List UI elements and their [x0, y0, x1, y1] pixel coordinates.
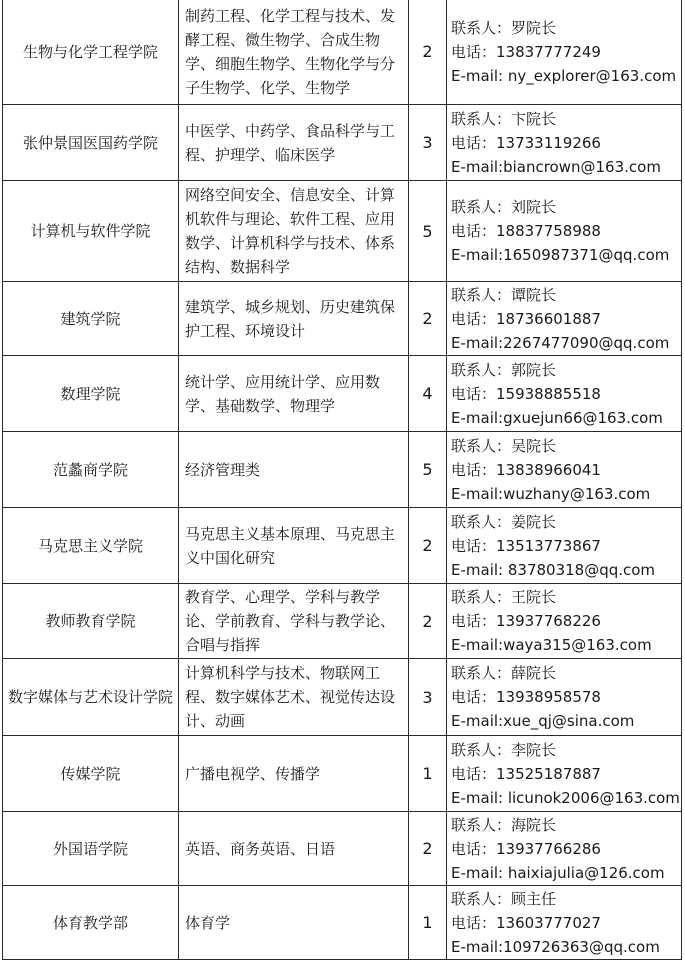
position-count: 1 — [409, 886, 447, 960]
table-row — [3, 659, 682, 736]
college-name: 生物与化学工程学院 — [3, 0, 179, 105]
college-name: 马克思主义学院 — [3, 508, 179, 584]
contact-phone: 电话：13937768226 — [451, 612, 601, 630]
contact-email: E-mail: haixiajulia@126.com — [451, 863, 665, 882]
contact-info — [447, 0, 682, 105]
contact-email: E-mail:gxuejun66@163.com — [451, 408, 663, 427]
contact-info — [447, 812, 682, 886]
position-count: 2 — [409, 584, 447, 659]
college-name: 范蠡商学院 — [3, 432, 179, 508]
college-name: 数字媒体与艺术设计学院 — [3, 659, 179, 736]
college-name: 传媒学院 — [3, 736, 179, 812]
contact-info — [447, 508, 682, 584]
majors: 马克思主义基本原理、马克思主义中国化研究 — [179, 508, 409, 584]
contact-info — [447, 282, 682, 356]
position-count: 2 — [409, 812, 447, 886]
position-count: 5 — [409, 181, 447, 282]
majors: 统计学、应用统计学、应用数学、基础数学、物理学 — [179, 356, 409, 432]
contact-phone: 电话：13525187887 — [451, 764, 601, 783]
college-name: 建筑学院 — [3, 282, 179, 356]
contact-person: 联系人：姜院长 — [451, 512, 557, 531]
contact-info — [447, 659, 682, 736]
table-row — [3, 181, 682, 282]
table-row — [3, 105, 682, 181]
majors: 体育学 — [179, 886, 409, 960]
contact-person: 联系人：海院长 — [451, 815, 557, 834]
contact-info — [447, 181, 682, 282]
table-row — [3, 0, 682, 105]
contact-phone: 电话：15938885518 — [451, 384, 601, 403]
position-count: 3 — [409, 105, 447, 181]
contact-person: 联系人：刘院长 — [451, 198, 557, 216]
contact-person: 联系人：卞院长 — [451, 109, 557, 128]
contact-person: 联系人：罗院长 — [451, 18, 557, 37]
contact-info — [447, 105, 682, 181]
table-row — [3, 584, 682, 659]
contact-email: E-mail: 83780318@qq.com — [451, 560, 656, 579]
contact-person: 联系人：吴院长 — [451, 436, 557, 455]
table-row — [3, 432, 682, 508]
contact-person: 联系人：顾主任 — [451, 889, 557, 908]
contact-person: 联系人：谭院长 — [451, 285, 557, 304]
college-name: 体育教学部 — [3, 886, 179, 960]
majors: 广播电视学、传播学 — [179, 736, 409, 812]
contact-person: 联系人：王院长 — [451, 588, 557, 606]
contact-email: E-mail:waya315@163.com — [451, 636, 652, 654]
contact-phone: 电话：18837758988 — [451, 222, 601, 240]
contact-email: E-mail:1650987371@qq.com — [451, 246, 670, 264]
college-name: 教师教育学院 — [3, 584, 179, 659]
position-count: 2 — [409, 282, 447, 356]
table-row — [3, 812, 682, 886]
table-row — [3, 736, 682, 812]
contact-email: E-mail: ny_explorer@163.com — [451, 66, 677, 85]
position-count: 4 — [409, 356, 447, 432]
position-count: 2 — [409, 508, 447, 584]
contact-email: E-mail: licunok2006@163.com — [451, 788, 680, 807]
contact-email: E-mail:biancrown@163.com — [451, 157, 661, 176]
contact-phone: 电话：13838966041 — [451, 460, 601, 479]
majors: 建筑学、城乡规划、历史建筑保护工程、环境设计 — [179, 282, 409, 356]
majors: 制药工程、化学工程与技术、发酵工程、微生物学、合成生物学、细胞生物学、生物化学与分子生物学、化学、生物学 — [179, 0, 409, 105]
college-name: 数理学院 — [3, 356, 179, 432]
majors: 中医学、中药学、食品科学与工程、护理学、临床医学 — [179, 105, 409, 181]
contact-phone: 电话：13733119266 — [451, 133, 601, 152]
position-count: 1 — [409, 736, 447, 812]
college-name: 计算机与软件学院 — [3, 181, 179, 282]
contact-phone: 电话：13837777249 — [451, 42, 601, 61]
majors: 计算机科学与技术、物联网工程、数字媒体艺术、视觉传达设计、动画 — [179, 659, 409, 736]
table-row — [3, 356, 682, 432]
position-count: 3 — [409, 659, 447, 736]
majors: 教育学、心理学、学科与教学论、学前教育、学科与教学论、合唱与指挥 — [179, 584, 409, 659]
contact-info — [447, 432, 682, 508]
contact-email: E-mail:2267477090@qq.com — [451, 333, 670, 352]
contact-phone: 电话：13938958578 — [451, 688, 601, 706]
table-row — [3, 886, 682, 960]
contact-email: E-mail:xue_qj@sina.com — [451, 712, 635, 730]
contact-info — [447, 584, 682, 659]
contact-person: 联系人：郭院长 — [451, 360, 557, 379]
table-row — [3, 508, 682, 584]
table-row — [3, 282, 682, 356]
contact-info — [447, 886, 682, 960]
contact-phone: 电话：13513773867 — [451, 536, 601, 555]
position-count: 5 — [409, 432, 447, 508]
college-contact-table — [2, 0, 682, 960]
contact-phone: 电话：13603777027 — [451, 913, 601, 932]
position-count: 2 — [409, 0, 447, 105]
majors: 网络空间安全、信息安全、计算机软件与理论、软件工程、应用数学、计算机科学与技术、体系结构、数据科学 — [179, 181, 409, 282]
contact-person: 联系人：李院长 — [451, 740, 557, 759]
contact-info — [447, 356, 682, 432]
majors: 英语、商务英语、日语 — [179, 812, 409, 886]
majors: 经济管理类 — [179, 432, 409, 508]
college-name: 张仲景国医国药学院 — [3, 105, 179, 181]
contact-person: 联系人：薛院长 — [451, 664, 557, 682]
contact-phone: 电话：18736601887 — [451, 309, 601, 328]
contact-info — [447, 736, 682, 812]
contact-email: E-mail:109726363@qq.com — [451, 937, 660, 956]
college-name: 外国语学院 — [3, 812, 179, 886]
contact-phone: 电话：13937766286 — [451, 839, 601, 858]
contact-email: E-mail:wuzhany@163.com — [451, 484, 651, 503]
